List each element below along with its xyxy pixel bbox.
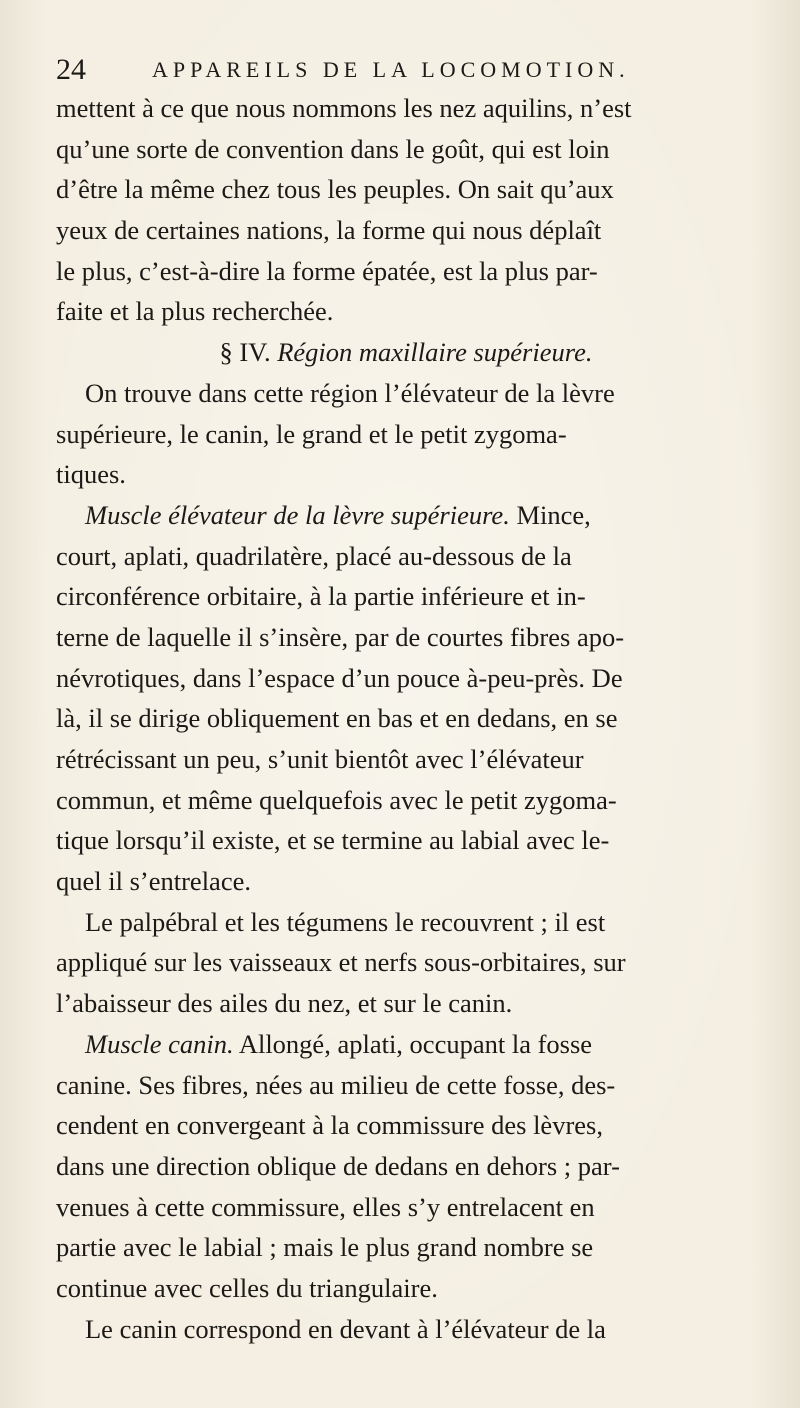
text-line: mettent à ce que nous nommons les nez aquilins, n’est (56, 93, 632, 123)
text-line: Le palpébral et les tégumens le recouvrent ; il est (85, 906, 606, 937)
page-header (56, 50, 756, 90)
text-line: court, aplati, quadrilatère, placé au-dessous de la (56, 540, 572, 571)
text-line: terne de laquelle il s’insère, par de courtes fibres apo- (56, 621, 625, 652)
muscle-canin-title: Muscle canin. (85, 1028, 234, 1059)
section-number: § IV. (219, 337, 271, 368)
text-line: partie avec le labial ; mais le plus grand nombre se (56, 1232, 594, 1263)
paragraph-start-canin (56, 1024, 756, 1065)
body-text (56, 88, 756, 1349)
text-line: On trouve dans cette région l’élévateur de la lèvre (85, 377, 615, 408)
text-line: cendent en convergeant à la commissure des lèvres, (56, 1110, 603, 1141)
text-line: rétrécissant un peu, s’unit bientôt avec l’élévateur (56, 744, 584, 774)
text-line: venues à cette commissure, elles s’y entrelacent en (56, 1191, 595, 1222)
text-line: névrotiques, dans l’espace d’un pouce à-peu-près. De (56, 662, 623, 693)
text-line: tiques. (56, 459, 126, 490)
text-line: le plus, c’est-à-dire la forme épatée, est la plus par- (56, 255, 598, 286)
text-line: yeux de certaines nations, la forme qui nous déplaît (56, 215, 602, 246)
text-line: l’abaisseur des ailes du nez, et sur le canin. (56, 988, 513, 1019)
muscle-canin-text: Allongé, aplati, occupant la fosse (233, 1028, 593, 1059)
muscle-elevateur-text: Mince, (509, 499, 591, 530)
text-line: canine. Ses fibres, nées au milieu de cette fosse, des- (56, 1069, 616, 1100)
text-line: commun, et même quelquefois avec le petit zygoma- (56, 784, 617, 815)
text-line: tique lorsqu’il existe, et se termine au labial avec le- (56, 825, 610, 856)
text-line: dans une direction oblique de dedans en dehors ; par- (56, 1150, 620, 1181)
text-line: supérieure, le canin, le grand et le petit zygoma- (56, 418, 567, 449)
text-line: faite et la plus recherchée. (56, 296, 334, 327)
text-line: continue avec celles du triangulaire. (56, 1272, 438, 1303)
paragraph-start-elevateur (56, 495, 756, 536)
section-title: Région maxillaire supérieure. (277, 337, 593, 368)
section-heading (56, 332, 756, 373)
page-number: 24 (56, 53, 86, 86)
running-title: APPAREILS DE LA LOCOMOTION. (152, 57, 630, 82)
text-line: circonférence orbitaire, à la partie inférieure et in- (56, 581, 586, 612)
text-line: Le canin correspond en devant à l’élévateur de la (85, 1313, 606, 1344)
text-line: quel il s’entrelace. (56, 866, 251, 897)
text-line: d’être la même chez tous les peuples. On sait qu’aux (56, 174, 614, 205)
text-line: qu’une sorte de convention dans le goût, qui est loin (56, 133, 610, 164)
text-line: appliqué sur les vaisseaux et nerfs sous-orbitaires, sur (56, 947, 626, 978)
muscle-elevateur-title: Muscle élévateur de la lèvre supérieure. (85, 499, 510, 530)
text-line: là, il se dirige obliquement en bas et en dedans, en se (56, 703, 618, 734)
